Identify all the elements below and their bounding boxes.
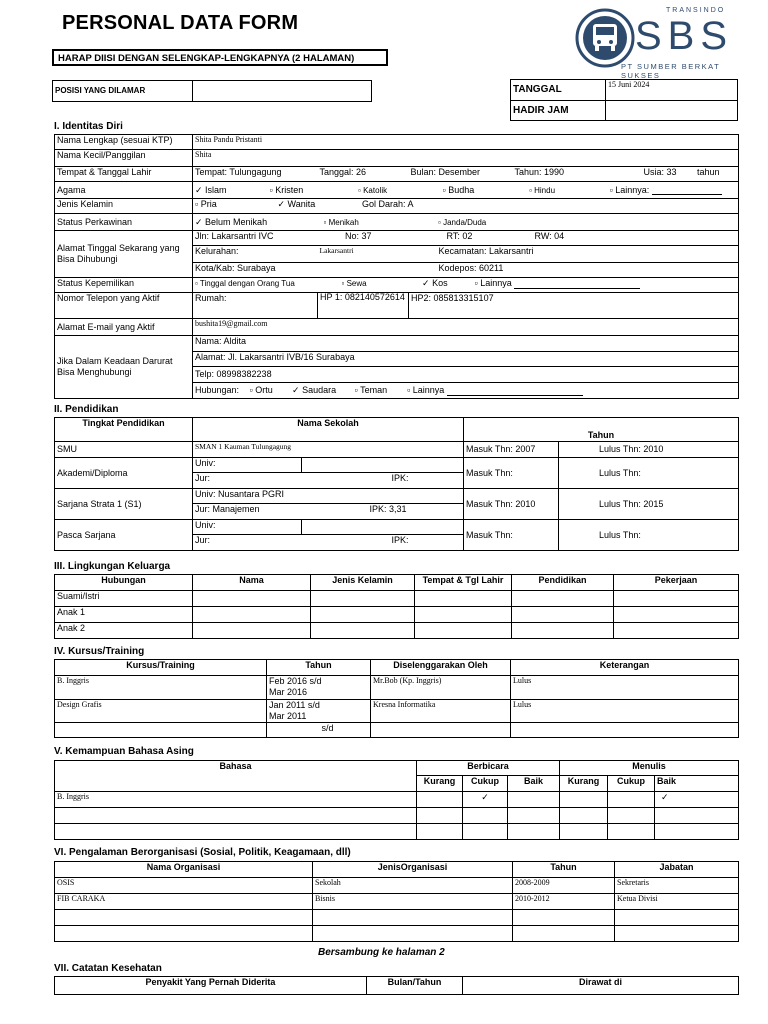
tahun-lahir-field[interactable]: Tahun: 1990 xyxy=(513,167,599,182)
table-row xyxy=(55,623,739,639)
cell[interactable] xyxy=(193,607,311,623)
kursus-2-oleh[interactable]: Kresna Informatika xyxy=(371,700,511,723)
kota-field[interactable]: Kota/Kab: Surabaya xyxy=(193,263,409,278)
bahasa-table xyxy=(54,760,739,840)
cell[interactable] xyxy=(560,808,608,824)
rt-value: RT: 02 xyxy=(446,231,473,241)
jln-value: Jln: Lakarsantri IVC xyxy=(195,231,274,241)
agama-lainnya-line xyxy=(652,186,722,195)
cell[interactable] xyxy=(311,623,415,639)
hadir-field[interactable] xyxy=(606,101,738,121)
diploma-univ-field[interactable]: Univ: xyxy=(193,458,302,473)
rw-value: RW: 04 xyxy=(534,231,565,241)
cell[interactable] xyxy=(511,723,739,738)
cell[interactable] xyxy=(615,926,739,942)
kepemilikan-label: Status Kepemilikan xyxy=(55,278,193,293)
org-1-jabatan[interactable]: Sekretaris xyxy=(615,878,739,894)
bahasa-1-bicara-cukup[interactable]: ✓ xyxy=(463,792,508,808)
org-1-jenis[interactable]: Sekolah xyxy=(313,878,513,894)
h-bicara-baik: Baik xyxy=(508,776,560,792)
table-row xyxy=(55,676,739,700)
h-bicara-cukup: Cukup xyxy=(463,776,508,792)
hubungan-ortu-checkbox[interactable]: ▫ Ortu xyxy=(249,385,273,396)
agama-label: Agama xyxy=(55,182,193,199)
diploma-univ-extra[interactable] xyxy=(302,458,464,473)
table-row xyxy=(55,878,739,894)
kelurahan-label: Kelurahan: xyxy=(193,246,318,263)
pendidikan-table xyxy=(54,417,739,551)
status-perkawinan-label: Status Perkawinan xyxy=(55,214,193,231)
cell[interactable] xyxy=(55,910,313,926)
status-perkawinan-options xyxy=(193,214,739,231)
table-row xyxy=(55,910,739,926)
usia-unit: tahun xyxy=(679,167,739,182)
janda-duda-checkbox[interactable]: ▫ Janda/Duda xyxy=(438,217,487,227)
cell[interactable] xyxy=(371,723,511,738)
alamat-label: Alamat Tinggal Sekarang yang Bisa Dihubungi xyxy=(55,231,193,278)
cell[interactable] xyxy=(415,591,512,607)
cell[interactable] xyxy=(512,607,614,623)
agama-options xyxy=(193,182,739,199)
agama-islam-checkbox[interactable]: ✓ Islam xyxy=(195,184,227,195)
cell[interactable] xyxy=(614,591,739,607)
kelurahan-field[interactable]: Lakarsantri xyxy=(318,246,409,263)
hubungan-lainnya-checkbox[interactable]: ▫ Lainnya xyxy=(407,385,445,396)
kepemilikan-lainnya-line xyxy=(514,280,640,289)
cell[interactable] xyxy=(615,910,739,926)
kursus-1-nama[interactable]: B. Inggris xyxy=(55,676,267,700)
kursus-1-ket[interactable]: Lulus xyxy=(511,676,739,700)
jln-field[interactable] xyxy=(193,231,409,246)
smu-label: SMU xyxy=(55,442,193,458)
table-row xyxy=(55,926,739,942)
tanggal-label: TANGGAL xyxy=(511,80,606,101)
kepemilikan-options xyxy=(193,278,739,293)
org-1-tahun[interactable]: 2008-2009 xyxy=(513,878,615,894)
usia-field[interactable]: Usia: 33 xyxy=(599,167,679,182)
smu-masuk-field[interactable]: Masuk Thn: 2007 xyxy=(464,442,559,458)
section-4-title: IV. Kursus/Training xyxy=(54,646,145,657)
hubungan-teman-checkbox[interactable]: ▫ Teman xyxy=(354,385,388,396)
diploma-masuk-field[interactable]: Masuk Thn: xyxy=(464,458,559,489)
menikah-checkbox[interactable]: ▫ Menikah xyxy=(323,217,359,227)
hp1-field[interactable]: HP 1: 082140572614 xyxy=(318,293,409,319)
anak-2-label: Anak 2 xyxy=(55,623,193,639)
logo-brand: SBS xyxy=(635,14,734,58)
posisi-table xyxy=(52,80,372,102)
org-2-jenis[interactable]: Bisnis xyxy=(313,894,513,910)
table-row xyxy=(55,607,739,623)
no-value: No: 37 xyxy=(345,231,372,241)
nama-kecil-label: Nama Kecil/Panggilan xyxy=(55,150,193,167)
cell[interactable] xyxy=(508,808,560,824)
h-tahun: Tahun xyxy=(464,418,739,442)
cell[interactable] xyxy=(55,824,417,840)
cell[interactable] xyxy=(512,591,614,607)
cell[interactable] xyxy=(193,623,311,639)
tanggal-lahir-field[interactable]: Tanggal: 26 xyxy=(318,167,409,182)
kursus-3-tahun[interactable]: s/d xyxy=(267,723,371,738)
cell[interactable] xyxy=(417,808,463,824)
kodepos-field[interactable]: Kodepos: 60211 xyxy=(409,263,739,278)
diploma-ipk-field[interactable]: IPK: xyxy=(302,473,464,489)
nama-lengkap-field[interactable]: Shita Pandu Pristanti xyxy=(193,135,739,150)
rt-rw-field[interactable] xyxy=(409,231,739,246)
h-tulis-kurang: Kurang xyxy=(560,776,608,792)
org-2-tahun[interactable]: 2010-2012 xyxy=(513,894,615,910)
organisasi-table xyxy=(54,861,739,942)
form-title: PERSONAL DATA FORM xyxy=(62,12,299,34)
smu-sekolah-field[interactable]: SMAN 1 Kauman Tulungagung xyxy=(193,442,464,458)
h-diselenggarakan: Diselenggarakan Oleh xyxy=(371,660,511,676)
belum-menikah-checkbox[interactable]: ✓ Belum Menikah xyxy=(195,216,268,227)
wanita-checkbox[interactable]: ✓ Wanita xyxy=(277,199,316,209)
h-tulis-baik: Baik xyxy=(655,776,739,792)
s2-lulus-field[interactable]: Lulus Thn: xyxy=(559,520,739,551)
hubungan-options xyxy=(193,383,739,399)
s2-univ-extra[interactable] xyxy=(302,520,464,535)
s1-masuk-field[interactable]: Masuk Thn: 2010 xyxy=(464,489,559,520)
identitas-table xyxy=(54,134,739,399)
bulan-lahir-field[interactable]: Bulan: Desember xyxy=(409,167,513,182)
telepon-label: Nomor Telepon yang Aktif xyxy=(55,293,193,319)
h-kursus-tahun: Tahun xyxy=(267,660,371,676)
cell[interactable] xyxy=(55,723,267,738)
hadir-label: HADIR JAM xyxy=(511,101,606,121)
tanggal-field[interactable]: 15 Juni 2024 xyxy=(606,80,738,101)
h-dirawat: Dirawat di xyxy=(463,977,739,995)
kursus-2-ket[interactable]: Lulus xyxy=(511,700,739,723)
s2-jur-field[interactable]: Jur: xyxy=(193,535,302,551)
cell[interactable] xyxy=(508,824,560,840)
h-org-tahun: Tahun xyxy=(513,862,615,878)
hp2-field[interactable]: HP2: 085813315107 xyxy=(409,293,739,319)
cell[interactable] xyxy=(193,591,311,607)
cell[interactable] xyxy=(55,926,313,942)
cell[interactable] xyxy=(655,824,739,840)
rumah-field[interactable]: Rumah: xyxy=(193,293,318,319)
table-row xyxy=(55,792,739,808)
h-ttl: Tempat & Tgl Lahir xyxy=(415,575,512,591)
table-row xyxy=(55,723,739,738)
s1-univ-field[interactable]: Univ: Nusantara PGRI xyxy=(193,489,464,504)
jenis-kelamin-options xyxy=(193,199,739,214)
company-logo xyxy=(573,6,734,80)
kos-checkbox[interactable]: ✓ Kos xyxy=(422,278,448,288)
cell[interactable] xyxy=(417,824,463,840)
hubungan-label: Hubungan: xyxy=(195,385,240,396)
cell[interactable] xyxy=(655,808,739,824)
nama-lengkap-label: Nama Lengkap (sesuai KTP) xyxy=(55,135,193,150)
cell[interactable] xyxy=(415,607,512,623)
h-hubungan: Hubungan xyxy=(55,575,193,591)
org-1-nama[interactable]: OSIS xyxy=(55,878,313,894)
org-2-nama[interactable]: FIB CARAKA xyxy=(55,894,313,910)
org-2-jabatan[interactable]: Ketua Divisi xyxy=(615,894,739,910)
h-bulan-tahun: Bulan/Tahun xyxy=(367,977,463,995)
pria-checkbox[interactable]: ▫ Pria xyxy=(195,199,217,209)
h-menulis: Menulis xyxy=(560,761,739,776)
logo-company: PT SUMBER BERKAT SUKSES xyxy=(621,62,721,80)
form-instruction: HARAP DIISI DENGAN SELENGKAP-LENGKAPNYA (2 HALAMAN) xyxy=(52,49,388,66)
tanggal-table xyxy=(510,79,738,121)
cell[interactable] xyxy=(513,910,615,926)
s2-ipk-field[interactable]: IPK: xyxy=(302,535,464,551)
anak-1-label: Anak 1 xyxy=(55,607,193,623)
darurat-label: Jika Dalam Keadaan Darurat Bisa Menghubungi xyxy=(55,336,193,399)
logo-brand-top: TRANSINDO xyxy=(666,7,726,14)
posisi-field[interactable] xyxy=(193,81,372,102)
kursus-2-tahun-end: Mar 2011 xyxy=(269,710,307,721)
section-2-title: II. Pendidikan xyxy=(54,404,119,415)
cell[interactable] xyxy=(508,792,560,808)
agama-kristen-checkbox[interactable]: ▫ Kristen xyxy=(269,184,304,195)
section-3-title: III. Lingkungan Keluarga xyxy=(54,561,171,572)
kursus-1-tahun[interactable] xyxy=(267,676,371,700)
h-jenis-kelamin: Jenis Kelamin xyxy=(311,575,415,591)
section-1-title: I. Identitas Diri xyxy=(54,121,123,132)
s1-label: Sarjana Strata 1 (S1) xyxy=(55,489,193,520)
h-nama-organisasi: Nama Organisasi xyxy=(55,862,313,878)
kursus-1-tahun-start: Feb 2016 s/d xyxy=(269,676,322,686)
h-pendidikan: Pendidikan xyxy=(512,575,614,591)
table-row xyxy=(55,700,739,723)
cell[interactable] xyxy=(608,824,655,840)
kursus-table xyxy=(54,659,739,738)
smu-lulus-field[interactable]: Lulus Thn: 2010 xyxy=(559,442,739,458)
section-5-title: V. Kemampuan Bahasa Asing xyxy=(54,746,194,757)
cell[interactable] xyxy=(415,623,512,639)
cell[interactable] xyxy=(55,808,417,824)
sewa-checkbox[interactable]: ▫ Sewa xyxy=(341,279,367,288)
s1-jur-field[interactable]: Jur: Manajemen xyxy=(193,504,302,520)
agama-hindu-checkbox[interactable]: ▫ Hindu xyxy=(529,185,556,195)
diploma-label: Akademi/Diploma xyxy=(55,458,193,489)
kecamatan-field[interactable]: Kecamatan: Lakarsantri xyxy=(409,246,739,263)
h-tulis-cukup: Cukup xyxy=(608,776,655,792)
table-row xyxy=(55,824,739,840)
h-berbicara: Berbicara xyxy=(417,761,560,776)
h-penyakit: Penyakit Yang Pernah Diderita xyxy=(55,977,367,995)
bahasa-1-nama[interactable]: B. Inggris xyxy=(55,792,417,808)
nama-kecil-field[interactable]: Shita xyxy=(193,150,739,167)
cell[interactable] xyxy=(512,623,614,639)
gol-darah-field[interactable]: Gol Darah: A xyxy=(362,199,414,209)
h-pekerjaan: Pekerjaan xyxy=(614,575,739,591)
continued-note: Bersambung ke halaman 2 xyxy=(318,947,445,958)
h-tingkat: Tingkat Pendidikan xyxy=(55,418,193,442)
agama-lainnya-checkbox[interactable]: ▫ Lainnya: xyxy=(609,184,650,195)
hubungan-saudara-checkbox[interactable]: ✓ Saudara xyxy=(292,385,337,396)
s1-lulus-field[interactable]: Lulus Thn: 2015 xyxy=(559,489,739,520)
email-field[interactable]: bushita19@gmail.com xyxy=(193,319,739,336)
h-nama-sekolah: Nama Sekolah xyxy=(193,418,464,442)
cell[interactable] xyxy=(560,792,608,808)
h-bicara-kurang: Kurang xyxy=(417,776,463,792)
cell[interactable] xyxy=(311,591,415,607)
h-kursus: Kursus/Training xyxy=(55,660,267,676)
h-nama: Nama xyxy=(193,575,311,591)
tinggal-ortu-checkbox[interactable]: ▫ Tinggal dengan Orang Tua xyxy=(195,279,295,288)
kepemilikan-lainnya-checkbox[interactable]: ▫ Lainnya xyxy=(474,278,512,288)
cell[interactable] xyxy=(513,926,615,942)
kursus-1-tahun-end: Mar 2016 xyxy=(269,686,308,697)
cell[interactable] xyxy=(614,607,739,623)
h-jabatan: Jabatan xyxy=(615,862,739,878)
agama-budha-checkbox[interactable]: ▫ Budha xyxy=(442,184,475,195)
darurat-nama-field[interactable]: Nama: Aldita xyxy=(193,336,739,352)
diploma-lulus-field[interactable]: Lulus Thn: xyxy=(559,458,739,489)
table-row xyxy=(55,808,739,824)
cell[interactable] xyxy=(608,808,655,824)
darurat-alamat-field[interactable]: Alamat: Jl. Lakarsantri IVB/16 Surabaya xyxy=(193,352,739,367)
posisi-label: POSISI YANG DILAMAR xyxy=(53,81,193,102)
cell[interactable] xyxy=(313,910,513,926)
suami-istri-label: Suami/Istri xyxy=(55,591,193,607)
h-jenis-organisasi: JenisOrganisasi xyxy=(313,862,513,878)
section-6-title: VI. Pengalaman Berorganisasi (Sosial, Politik, Keagamaan, dll) xyxy=(54,847,351,858)
kesehatan-table xyxy=(54,976,739,995)
tempat-lahir-field[interactable]: Tempat: Tulungagung xyxy=(193,167,318,182)
keluarga-table xyxy=(54,574,739,639)
kursus-2-tahun[interactable] xyxy=(267,700,371,723)
cell[interactable] xyxy=(560,824,608,840)
ttl-label: Tempat & Tanggal Lahir xyxy=(55,167,193,182)
kursus-2-tahun-start: Jan 2011 s/d xyxy=(269,700,320,710)
table-row xyxy=(55,894,739,910)
cell[interactable] xyxy=(608,792,655,808)
bahasa-1-tulis-baik[interactable]: ✓ xyxy=(655,792,739,808)
email-label: Alamat E-mail yang Aktif xyxy=(55,319,193,336)
diploma-jur-field[interactable]: Jur: xyxy=(193,473,302,489)
cell[interactable] xyxy=(463,808,508,824)
s2-masuk-field[interactable]: Masuk Thn: xyxy=(464,520,559,551)
jenis-kelamin-label: Jenis Kelamin xyxy=(55,199,193,214)
darurat-telp-field[interactable]: Telp: 08998382238 xyxy=(193,367,739,383)
cell[interactable] xyxy=(311,607,415,623)
h-keterangan: Keterangan xyxy=(511,660,739,676)
agama-katolik-checkbox[interactable]: ▫ Katolik xyxy=(358,185,388,195)
hubungan-lainnya-line xyxy=(447,387,583,396)
s2-label: Pasca Sarjana xyxy=(55,520,193,551)
h-bahasa: Bahasa xyxy=(55,761,417,792)
cell[interactable] xyxy=(614,623,739,639)
kursus-1-oleh[interactable]: Mr.Bob (Kp. Inggris) xyxy=(371,676,511,700)
kursus-2-nama[interactable]: Design Grafis xyxy=(55,700,267,723)
cell[interactable] xyxy=(313,926,513,942)
cell[interactable] xyxy=(463,824,508,840)
cell[interactable] xyxy=(417,792,463,808)
s1-ipk-field[interactable]: IPK: 3,31 xyxy=(302,504,464,520)
section-7-title: VII. Catatan Kesehatan xyxy=(54,963,162,974)
s2-univ-field[interactable]: Univ: xyxy=(193,520,302,535)
table-row xyxy=(55,591,739,607)
